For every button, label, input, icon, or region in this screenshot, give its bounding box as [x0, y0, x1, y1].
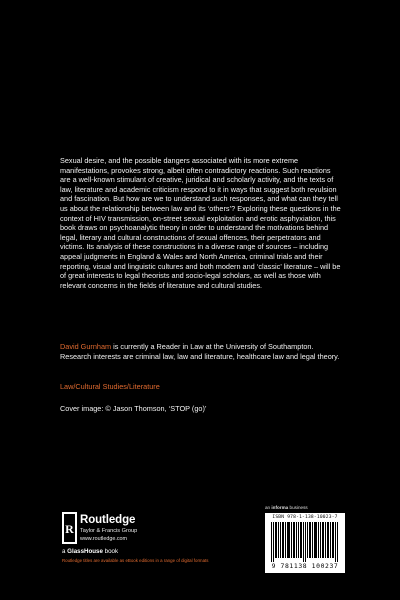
isbn-label: ISBN 978-1-138-10023-7: [272, 515, 338, 520]
barcode-digits: 9 781138 100237: [271, 562, 339, 570]
ebook-availability-note: Routledge titles are available as eBook editions in a range of digital formats: [62, 558, 209, 563]
informa-prefix: an: [265, 505, 272, 510]
informa-suffix: business: [288, 505, 308, 510]
subject-categories: Law/Cultural Studies/Literature: [60, 382, 160, 391]
publisher-name: Routledge: [80, 514, 136, 526]
publisher-url: www.routledge.com: [80, 536, 128, 542]
imprint-suffix: book: [102, 548, 119, 555]
imprint-prefix: a: [62, 548, 68, 555]
routledge-logo-icon: [62, 512, 77, 544]
informa-business-label: [265, 505, 345, 510]
logo-letter: R: [65, 522, 74, 536]
isbn-barcode: [265, 513, 345, 573]
book-blurb: Sexual desire, and the possible dangers associated with its more extreme manifestations, provokes strong, albeit often contradictory reactions. Such reactions are a well-known stimulant of creative, juridical and scholarly activity, and the texts of law, literature and academic criticism respond to it in ways that suggest both revulsion and fascination. But how are we to understand such responses, and what can they tell us about the relationship between law and its ‘others’? Exploring these questions in the context of HIV transmission, on-street sexual exploitation and erotic asphyxiation, this book draws on psychoanalytic theory in order to understand the motivations behind legal, literary and cultural constructions of sexual offences, their perpetrators and victims. Its analysis of these constructions in a diverse range of sources – including appeal judgments in England & Wales and North America, criminal trials and their reporting, visual and linguistic cultures and both modern and ‘classic’ literature – will be of great interests to legal theorists and socio-legal scholars, as well as those with relevant concerns in the fields of literature and cultural studies.: [60, 156, 341, 290]
barcode-bars-icon: [271, 522, 339, 562]
publisher-group: Taylor & Francis Group: [80, 528, 138, 534]
informa-brand: informa: [271, 505, 289, 510]
author-bio-paragraph: [60, 342, 342, 361]
cover-image-credit: Cover image: © Jason Thomson, ‘STOP (go)’: [60, 404, 207, 413]
imprint-name: GlassHouse: [67, 548, 103, 555]
imprint-label: [62, 548, 118, 555]
author-bio: is currently a Reader in Law at the University of Southampton. Research interests are criminal law, law and literature, healthcare law and legal theory.: [60, 342, 340, 361]
author-name: David Gurnham: [60, 342, 112, 351]
